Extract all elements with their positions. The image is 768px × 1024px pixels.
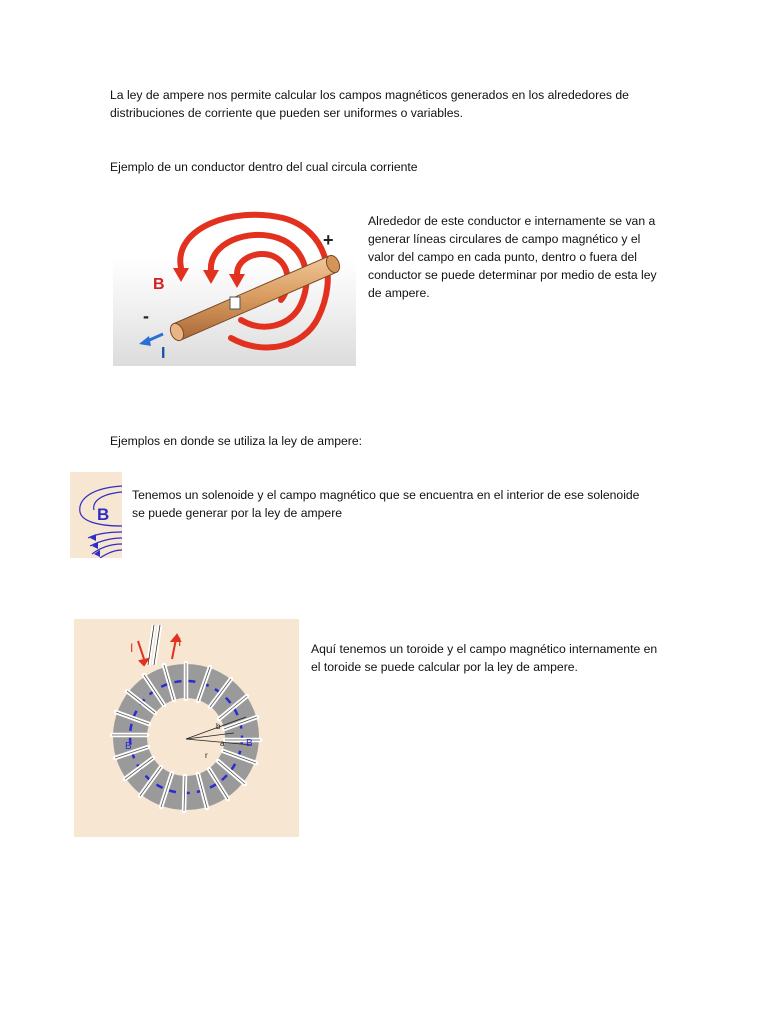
plus-label: + bbox=[323, 230, 334, 250]
solenoid-diagram bbox=[70, 472, 122, 558]
example-title: Ejemplo de un conductor dentro del cual circula corriente bbox=[110, 160, 418, 174]
field-b-left-label: B bbox=[125, 741, 132, 752]
solenoid-caption: Tenemos un solenoide y el campo magnético que se encuentra en el interior de ese solenoide se puede generar por la ley de ampere bbox=[132, 488, 640, 520]
current-in-label: I bbox=[130, 641, 134, 655]
conductor-diagram bbox=[113, 198, 356, 366]
toroid-diagram bbox=[74, 619, 299, 837]
radius-a-label: a bbox=[220, 739, 225, 748]
toroid-caption: Aquí tenemos un toroide y el campo magnético internamente en el toroide se puede calcular por la ley de ampere. bbox=[311, 642, 658, 674]
i-label: I bbox=[161, 345, 166, 362]
minus-label: - bbox=[143, 306, 149, 326]
examples-heading: Ejemplos en donde se utiliza la ley de ampere: bbox=[110, 434, 363, 448]
b-label: B bbox=[153, 276, 165, 293]
intro-paragraph: La ley de ampere nos permite calcular los campos magnéticos generados en los alrededores de distribuciones de corriente que pueden ser uniformes o variables. bbox=[110, 88, 629, 120]
conductor-figure bbox=[113, 198, 356, 366]
toroid-figure bbox=[74, 619, 299, 837]
field-b-right-label: B bbox=[246, 738, 253, 749]
solenoid-figure bbox=[70, 472, 122, 558]
radius-r-label: r bbox=[205, 751, 208, 760]
conductor-caption: Alrededor de este conductor e internamente se van a generar líneas circulares de campo magnético y el valor del campo en cada punto, dentro o fuera del conductor se puede determinar por medio de esta ley de ampere. bbox=[368, 214, 657, 300]
radius-b-label: b bbox=[216, 722, 221, 731]
solenoid-b-label: B bbox=[97, 505, 110, 524]
current-out-label: I bbox=[178, 635, 182, 649]
